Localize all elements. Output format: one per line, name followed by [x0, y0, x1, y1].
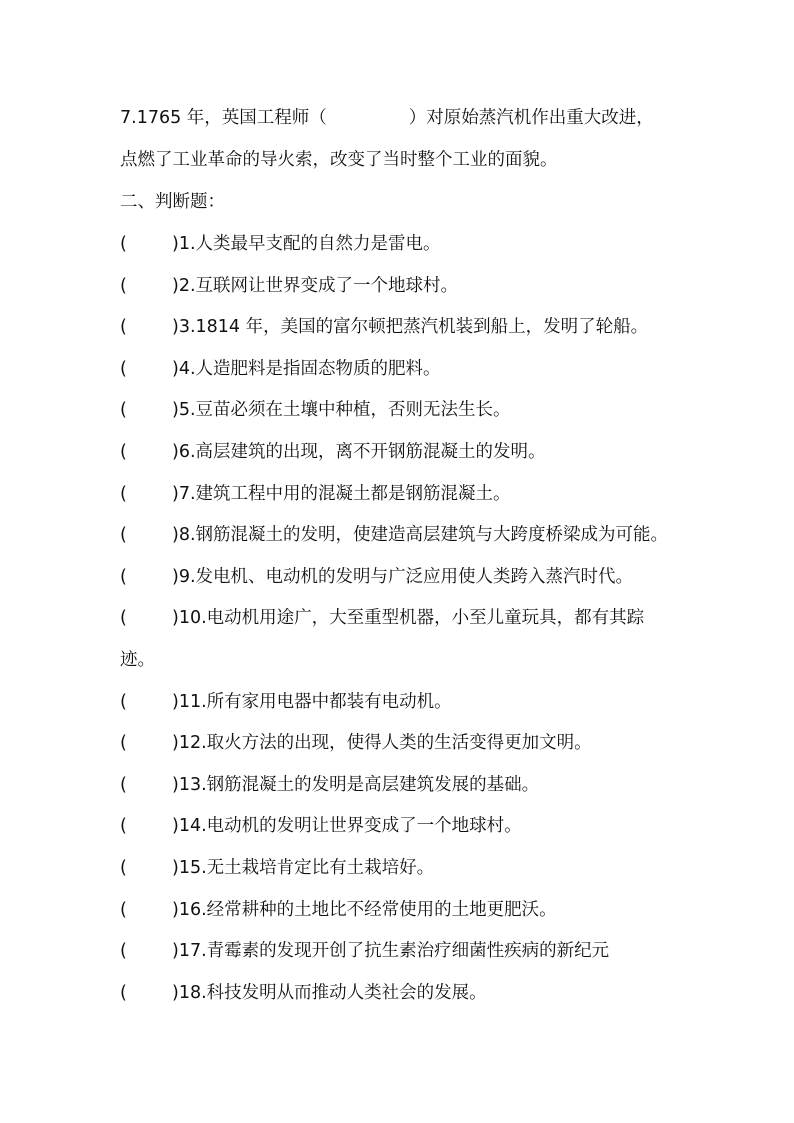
answer-paren-4[interactable]: (: [120, 358, 127, 379]
judgment-item-7: )7.建筑工程中用的混凝土都是钢筋混凝土。: [172, 483, 511, 504]
question-7-line-1: [120, 106, 654, 130]
judgment-item-8: )8.钢筋混凝土的发明，使建造高层建筑与大跨度桥梁成为可能。: [172, 525, 669, 546]
judgment-item-2: )2.互联网让世界变成了一个地球村。: [172, 275, 459, 296]
answer-paren-15[interactable]: (: [120, 858, 127, 878]
answer-paren-12[interactable]: (: [120, 733, 127, 754]
judgment-item-14: )14.电动机的发明让世界变成了一个地球村。: [172, 816, 522, 837]
answer-paren-6[interactable]: (: [120, 442, 127, 462]
answer-paren-9[interactable]: (: [120, 566, 127, 587]
judgment-item-11: )11.所有家用电器中都装有电动机。: [172, 691, 452, 712]
answer-paren-18[interactable]: (: [120, 982, 127, 1003]
judgment-item-18: )18.科技发明从而推动人类社会的发展。: [172, 982, 487, 1003]
answer-paren-16[interactable]: (: [120, 899, 127, 920]
answer-paren-17[interactable]: (: [120, 941, 127, 962]
answer-paren-2[interactable]: (: [120, 275, 127, 296]
judgment-item-1: )1.人类最早支配的自然力是雷电。: [172, 234, 441, 254]
question-7-prefix: 7.1765 年，英国工程师（: [120, 108, 327, 128]
judgment-item-3: )3.1814 年，美国的富尔顿把蒸汽机装到船上，发明了轮船。: [172, 317, 649, 338]
judgment-item-12: )12.取火方法的出现，使得人类的生活变得更加文明。: [172, 733, 592, 754]
answer-paren-13[interactable]: (: [120, 774, 127, 795]
answer-paren-11[interactable]: (: [120, 691, 127, 712]
judgment-item-13: )13.钢筋混凝土的发明是高层建筑发展的基础。: [172, 774, 540, 795]
answer-paren-3[interactable]: (: [120, 317, 127, 338]
judgment-item-15: )15.无土栽培肯定比有土栽培好。: [172, 858, 435, 878]
answer-paren-7[interactable]: (: [120, 483, 127, 504]
judgment-item-10: )10.电动机用途广，大至重型机器，小至儿童玩具，都有其踪: [172, 608, 645, 629]
answer-paren-5[interactable]: (: [120, 400, 127, 421]
question-7-suffix: ）对原始蒸汽机作出重大改进，: [408, 108, 654, 128]
question-7-line-2: 点燃了工业革命的导火索，改变了当时整个工业的面貌。: [120, 150, 558, 170]
judgment-item-5: )5.豆苗必须在土壤中种植，否则无法生长。: [172, 400, 511, 421]
answer-paren-8[interactable]: (: [120, 525, 127, 546]
judgment-item-4: )4.人造肥料是指固态物质的肥料。: [172, 358, 441, 379]
section-2-title: 二、判断题：: [120, 192, 225, 212]
answer-paren-10[interactable]: (: [120, 608, 127, 629]
judgment-item-10-continuation: 迹。: [120, 650, 155, 670]
judgment-item-6: )6.高层建筑的出现，离不开钢筋混凝土的发明。: [172, 442, 546, 462]
judgment-item-9: )9.发电机、电动机的发明与广泛应用使人类跨入蒸汽时代。: [172, 566, 634, 587]
answer-paren-14[interactable]: (: [120, 816, 127, 837]
judgment-item-17: )17.青霉素的发现开创了抗生素治疗细菌性疾病的新纪元: [172, 941, 610, 962]
answer-paren-1[interactable]: (: [120, 234, 127, 254]
judgment-item-16: )16.经常耕种的土地比不经常使用的土地更肥沃。: [172, 899, 557, 920]
